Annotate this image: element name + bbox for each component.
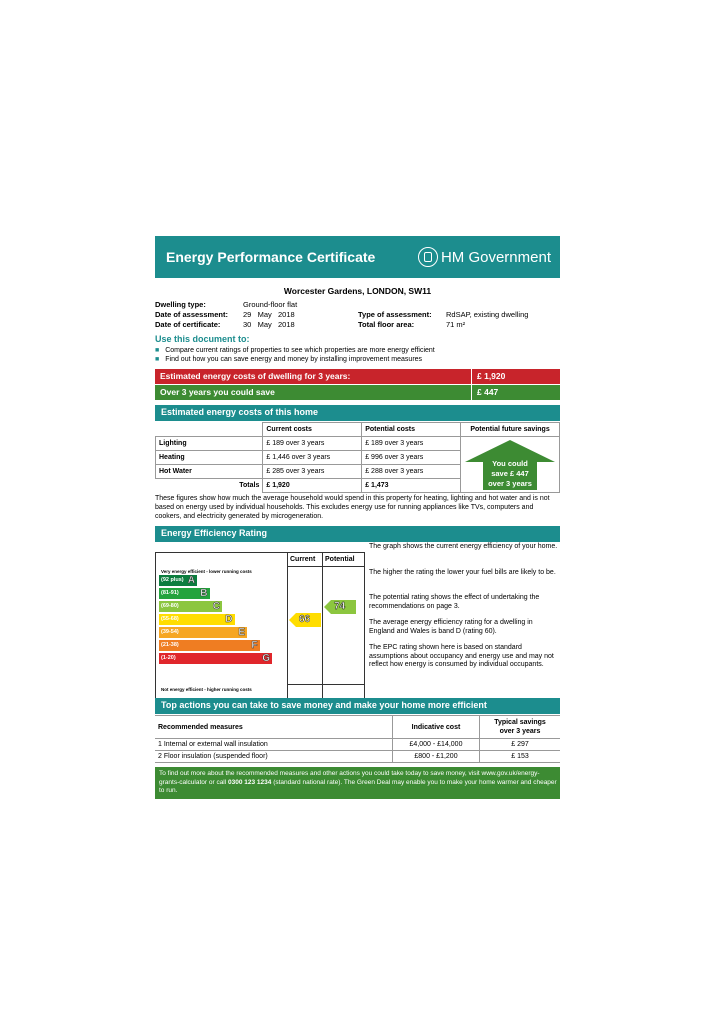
current-rating-value: 66 xyxy=(299,613,311,625)
savings-bar: Over 3 years you could save £ 447 xyxy=(155,385,560,400)
efficiency-text: The EPC rating shown here is based on standard assumptions about occupancy and energy use and may not reflect how energy is consumed by individual occupants. xyxy=(369,644,554,668)
band-letter: C xyxy=(212,601,220,612)
efficiency-section-heading: Energy Efficiency Rating xyxy=(155,526,560,542)
efficiency-text: The average energy efficiency rating for a dwelling in England and Wales is band D (rating 60). xyxy=(369,619,533,635)
floor-area: 71 m² xyxy=(446,320,466,329)
floor-area-row: Total floor area: 71 m² xyxy=(358,320,466,329)
royal-crest-icon xyxy=(418,247,438,267)
certificate-title: Energy Performance Certificate xyxy=(166,249,376,265)
band-range: (39-54) xyxy=(161,629,179,635)
costs-section-heading: Estimated energy costs of this home xyxy=(155,405,560,421)
savings-arrow: You could save £ 447 over 3 years xyxy=(465,440,555,490)
current-rating-marker xyxy=(289,613,321,627)
potential-rating-marker xyxy=(324,600,356,614)
rating-band-c xyxy=(159,601,222,612)
epc-document xyxy=(155,236,560,794)
property-address: Worcester Gardens, LONDON, SW11 xyxy=(283,286,432,296)
band-range: (69-80) xyxy=(161,603,179,609)
table-row: Heating £ 1,446 over 3 years £ 996 over 3 years xyxy=(156,451,560,465)
col-potential-costs: Potential costs xyxy=(362,423,461,437)
band-range: (1-20) xyxy=(161,655,176,661)
band-range: (55-68) xyxy=(161,616,179,622)
totals-row: Totals £ 1,920 £ 1,473 xyxy=(156,479,560,493)
efficiency-rating-chart xyxy=(155,552,365,699)
rating-band-b xyxy=(159,588,210,599)
rating-band-d xyxy=(159,614,235,625)
col-indicative-cost: Indicative cost xyxy=(393,716,480,739)
potential-column-header: Potential xyxy=(325,556,355,563)
costs-note: These figures show how much the average household would spend in this property for heating, lighting and hot water and is not based on energy used by individual households. This excludes energy use for running appliances like TVs, computers and cookers, and electricity generated by microgeneration. xyxy=(155,495,550,520)
certificate-date-row: Date of certificate: 30 May 2018 xyxy=(155,320,295,329)
government-label: HM Government xyxy=(440,248,551,266)
table-row: Lighting £ 189 over 3 years £ 189 over 3 years xyxy=(156,437,560,451)
band-letter: F xyxy=(251,640,258,651)
current-column-header: Current xyxy=(290,556,316,563)
table-row: Hot Water £ 285 over 3 years £ 288 over 3 years xyxy=(156,465,560,479)
band-range: (81-91) xyxy=(161,590,179,596)
efficiency-text: The graph shows the current energy efficiency of your home. xyxy=(369,543,558,550)
band-letter: A xyxy=(187,575,195,586)
use-document-heading: Use this document to: xyxy=(155,334,250,344)
scale-top-label: Very energy efficient - lower running costs xyxy=(161,569,252,574)
efficiency-text: The higher the rating the lower your fuel bills are likely to be. xyxy=(369,569,556,576)
col-typical-savings: Typical savings over 3 years xyxy=(480,716,561,739)
potential-rating-value: 74 xyxy=(334,600,346,612)
assessment-date-row: Date of assessment: 29 May 2018 xyxy=(155,310,295,319)
table-row: 2 Floor insulation (suspended floor) £800 - £1,200 £ 153 xyxy=(155,751,560,763)
col-measures: Recommended measures xyxy=(155,716,393,739)
rating-band-g xyxy=(159,653,272,664)
band-letter: G xyxy=(262,653,270,664)
rating-band-e xyxy=(159,627,247,638)
use-bullet: ■ Find out how you can save energy and money by installing improvement measures xyxy=(155,356,423,363)
total-cost-value: £ 1,920 xyxy=(477,371,506,381)
assessment-date: 29 May 2018 xyxy=(243,310,295,319)
dwelling-type-row: Dwelling type: Ground-floor flat xyxy=(155,300,298,309)
certificate-header xyxy=(155,236,560,278)
rating-band-a xyxy=(159,575,197,586)
rating-band-f xyxy=(159,640,260,651)
band-letter: B xyxy=(200,588,208,599)
band-range: (21-38) xyxy=(161,642,179,648)
col-current-costs: Current costs xyxy=(263,423,362,437)
table-row: 1 Internal or external wall insulation £4,000 - £14,000 £ 297 xyxy=(155,739,560,751)
actions-section-heading: Top actions you can take to save money and make your home more efficient xyxy=(155,698,560,714)
scale-bottom-label: Not energy efficient - higher running costs xyxy=(161,687,252,692)
government-logo xyxy=(418,247,551,267)
band-range: (92 plus) xyxy=(161,577,184,583)
phone-number: 0300 123 1234 xyxy=(228,778,272,786)
assessment-type: RdSAP, existing dwelling xyxy=(446,310,529,319)
band-letter: E xyxy=(238,627,245,638)
dwelling-type: Ground-floor flat xyxy=(243,300,298,309)
efficiency-text: The potential rating shows the effect of undertaking the recommendations on page 3. xyxy=(369,594,540,610)
assessment-type-row: Type of assessment: RdSAP, existing dwelling xyxy=(358,310,529,319)
actions-table xyxy=(155,715,560,763)
col-future-savings: Potential future savings xyxy=(461,423,560,437)
total-cost-bar: Estimated energy costs of dwelling for 3 years: £ 1,920 xyxy=(155,369,560,384)
certificate-date: 30 May 2018 xyxy=(243,320,295,329)
use-bullet: ■ Compare current ratings of properties to see which properties are more energy efficient xyxy=(155,347,435,354)
savings-value: £ 447 xyxy=(477,387,499,397)
band-letter: D xyxy=(225,614,233,625)
footer-info: To find out more about the recommended measures and other actions you could take today to save money, visit www.gov.uk/energy-grants-calculator or call 0300 123 1234 (standard national rate). The Green Deal may enable you to make your home warmer and cheaper to run. xyxy=(155,767,560,799)
